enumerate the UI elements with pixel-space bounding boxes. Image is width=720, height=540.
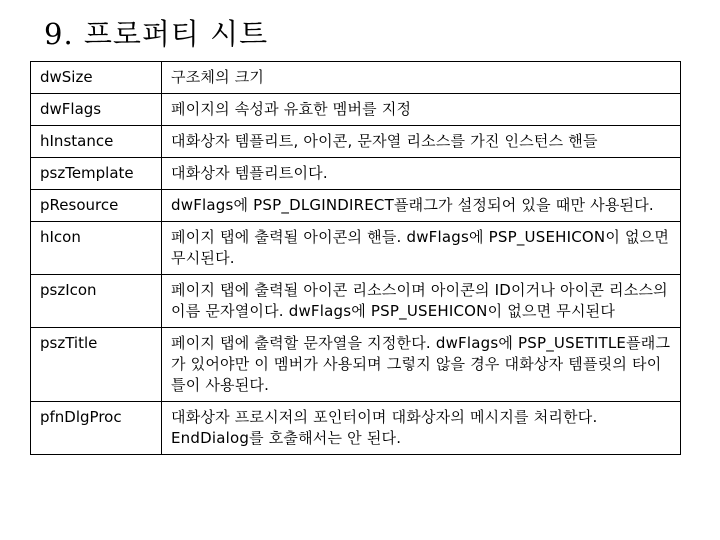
table-row [31, 222, 681, 275]
table-row [31, 275, 681, 328]
member-description: 페이지 탭에 출력할 문자열을 지정한다. dwFlags에 PSP_USETITLE플래그가 있어야만 이 멤버가 사용되며 그렇지 않을 경우 대화상자 템플릿의 타이틀이 사용된다. [162, 328, 681, 402]
member-name: pfnDlgProc [31, 402, 162, 455]
member-description: 대화상자 프로시저의 포인터이며 대화상자의 메시지를 처리한다. EndDialog를 호출해서는 안 된다. [162, 402, 681, 455]
table-row [31, 158, 681, 190]
table-row [31, 62, 681, 94]
property-sheet-table [30, 61, 681, 455]
table-row [31, 190, 681, 222]
table-row [31, 402, 681, 455]
member-description: 페이지 탭에 출력될 아이콘의 핸들. dwFlags에 PSP_USEHICON이 없으면 무시된다. [162, 222, 681, 275]
member-description: dwFlags에 PSP_DLGINDIRECT플래그가 설정되어 있을 때만 사용된다. [162, 190, 681, 222]
member-name: pszTemplate [31, 158, 162, 190]
member-name: hInstance [31, 126, 162, 158]
member-description: 페이지의 속성과 유효한 멤버를 지정 [162, 94, 681, 126]
member-name: hIcon [31, 222, 162, 275]
member-name: dwFlags [31, 94, 162, 126]
table-row [31, 94, 681, 126]
member-name: pszIcon [31, 275, 162, 328]
table-row [31, 328, 681, 402]
member-name: dwSize [31, 62, 162, 94]
member-name: pResource [31, 190, 162, 222]
member-description: 페이지 탭에 출력될 아이콘 리소스이며 아이콘의 ID이거나 아이콘 리소스의 이름 문자열이다. dwFlags에 PSP_USEHICON이 없으면 무시된다 [162, 275, 681, 328]
member-name: pszTitle [31, 328, 162, 402]
member-description: 구조체의 크기 [162, 62, 681, 94]
member-description: 대화상자 템플리트이다. [162, 158, 681, 190]
page-title: 9. 프로퍼티 시트 [44, 17, 269, 51]
table-row [31, 126, 681, 158]
member-description: 대화상자 템플리트, 아이콘, 문자열 리소스를 가진 인스턴스 핸들 [162, 126, 681, 158]
